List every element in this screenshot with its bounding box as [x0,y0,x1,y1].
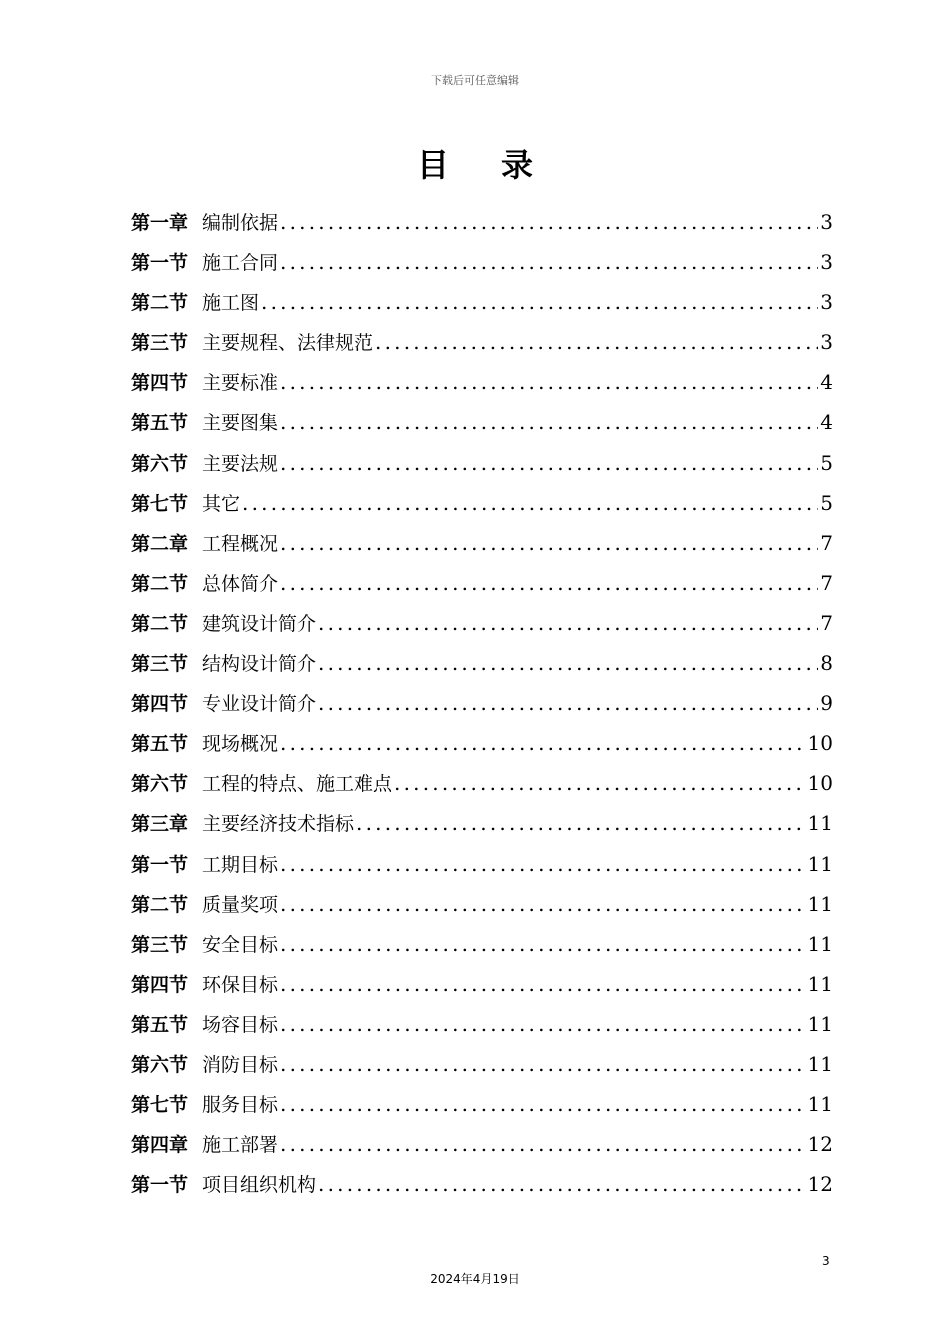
toc-entry[interactable] [131,924,833,964]
toc-dot-leader [316,683,818,723]
toc-entry-page: 4 [820,370,833,395]
toc-entry-label: 第五节 [131,733,189,756]
toc-entry-title: 施工图 [202,292,260,315]
toc-entry-page: 7 [820,610,833,635]
toc-entry-title: 消防目标 [202,1053,279,1076]
toc-entry-title: 建筑设计简介 [202,612,317,635]
toc-entry[interactable] [131,844,833,884]
toc-entry-label: 第一节 [131,853,189,876]
toc-dot-leader [278,563,818,603]
toc-dot-leader [278,723,806,763]
toc-entry[interactable] [131,763,833,803]
toc-entry-label: 第七节 [131,1094,189,1117]
toc-dot-leader [278,202,818,242]
toc-entry-page: 3 [820,250,833,275]
toc-entry[interactable] [131,282,833,322]
toc-entry[interactable] [131,683,833,723]
toc-entry[interactable] [131,723,833,763]
toc-entry-title: 结构设计简介 [202,653,317,676]
toc-dot-leader [354,803,806,843]
toc-entry[interactable] [131,523,833,563]
toc-entry-title: 主要图集 [202,412,279,435]
toc-entry-page: 5 [820,490,833,515]
toc-entry-title: 环保目标 [202,973,279,996]
toc-entry-page: 7 [820,530,833,555]
toc-entry[interactable] [131,242,833,282]
toc-entry-label: 第三节 [131,933,189,956]
toc-entry-label: 第一节 [131,252,189,275]
toc-entry-label: 第一节 [131,1174,189,1197]
toc-dot-leader [240,483,818,523]
toc-entry-page: 11 [807,811,833,836]
toc-entry-title: 主要法规 [202,452,279,475]
toc-entry-label: 第二章 [131,532,189,555]
toc-entry-page: 11 [807,1011,833,1036]
toc-entry[interactable] [131,803,833,843]
toc-dot-leader [278,402,818,442]
toc-entry[interactable] [131,322,833,362]
toc-dot-leader [278,242,818,282]
toc-entry[interactable] [131,643,833,683]
toc-entry-page: 4 [820,410,833,435]
toc-entry-title: 安全目标 [202,933,279,956]
toc-entry-title: 服务目标 [202,1094,279,1117]
toc-dot-leader [278,523,818,563]
toc-entry-page: 5 [820,450,833,475]
footer-date: 2024年4月19日 [430,1272,520,1286]
toc-entry-title: 项目组织机构 [202,1174,317,1197]
toc-entry-label: 第三节 [131,332,189,355]
toc-entry-label: 第二节 [131,572,189,595]
toc-entry-title: 场容目标 [202,1013,279,1036]
toc-entry-label: 第二节 [131,612,189,635]
toc-entry-page: 11 [807,931,833,956]
toc-dot-leader [259,282,818,322]
header-note: 下载后可任意编辑 [431,74,519,87]
toc-entry-title: 专业设计简介 [202,693,317,716]
toc-entry-title: 施工合同 [202,252,279,275]
toc-entry-label: 第三章 [131,813,189,836]
toc-entry-page: 3 [820,290,833,315]
toc-entry-title: 主要经济技术指标 [202,813,355,836]
toc-entry-page: 8 [820,651,833,676]
toc-entry-title: 总体简介 [202,572,279,595]
toc-entry-page: 11 [807,1051,833,1076]
toc-entry[interactable] [131,483,833,523]
toc-dot-leader [278,443,818,483]
toc-dot-leader [278,1044,806,1084]
toc-entry-page: 12 [807,1132,833,1157]
toc-entry[interactable] [131,362,833,402]
toc-entry[interactable] [131,402,833,442]
page-title: 目录 [416,146,585,184]
toc-entry[interactable] [131,563,833,603]
toc-entry-title: 质量奖项 [202,893,279,916]
toc-entry-title: 现场概况 [202,733,279,756]
toc-entry-label: 第四节 [131,973,189,996]
toc-entry-title: 主要规程、法律规范 [202,332,374,355]
toc-entry[interactable] [131,1004,833,1044]
toc-dot-leader [278,1124,806,1164]
toc-entry-label: 第四章 [131,1134,189,1157]
toc-entry-page: 10 [807,731,833,756]
toc-entry-label: 第二节 [131,292,189,315]
page-number: 3 [822,1254,830,1268]
toc-entry[interactable] [131,1164,833,1204]
toc-dot-leader [316,643,818,683]
toc-entry-label: 第三节 [131,653,189,676]
toc-dot-leader [278,924,806,964]
toc-entry[interactable] [131,202,833,242]
toc-entry-title: 施工部署 [202,1134,279,1157]
toc-dot-leader [278,964,806,1004]
toc-entry-page: 9 [820,691,833,716]
toc-dot-leader [278,362,818,402]
toc-entry-label: 第五节 [131,412,189,435]
toc-entry[interactable] [131,603,833,643]
toc-dot-leader [392,763,806,803]
toc-dot-leader [316,603,818,643]
toc-entry-page: 11 [807,971,833,996]
toc-entry-title: 编制依据 [202,212,279,234]
toc-entry-title: 其它 [202,492,241,515]
toc-dot-leader [316,1164,806,1204]
toc-entry[interactable] [131,1124,833,1164]
toc-entry-label: 第一章 [131,212,189,234]
toc-entry-page: 3 [820,330,833,355]
toc-dot-leader [373,322,818,362]
toc-entry-label: 第六节 [131,452,189,475]
toc-entry-label: 第六节 [131,1053,189,1076]
toc-entry-page: 10 [807,771,833,796]
toc-entry-page: 11 [807,1092,833,1117]
toc-dot-leader [278,884,806,924]
toc-entry-label: 第四节 [131,693,189,716]
toc-dot-leader [278,1084,806,1124]
toc-entry-label: 第五节 [131,1013,189,1036]
toc-entry[interactable] [131,884,833,924]
toc-entry[interactable] [131,443,833,483]
toc-entry-label: 第七节 [131,492,189,515]
toc-entry-label: 第四节 [131,372,189,395]
toc-entry-page: 11 [807,851,833,876]
toc-entry[interactable] [131,1084,833,1124]
table-of-contents [131,202,833,1204]
toc-dot-leader [278,1004,806,1044]
toc-entry-page: 7 [820,570,833,595]
toc-entry-title: 工期目标 [202,853,279,876]
toc-entry-title: 主要标准 [202,372,279,395]
toc-entry-page: 3 [820,210,833,234]
toc-entry[interactable] [131,1044,833,1084]
toc-entry-title: 工程的特点、施工难点 [202,773,393,796]
toc-entry-page: 12 [807,1172,833,1197]
toc-entry-label: 第六节 [131,773,189,796]
toc-entry-title: 工程概况 [202,532,279,555]
toc-entry[interactable] [131,964,833,1004]
toc-dot-leader [278,844,806,884]
toc-entry-page: 11 [807,891,833,916]
toc-entry-label: 第二节 [131,893,189,916]
